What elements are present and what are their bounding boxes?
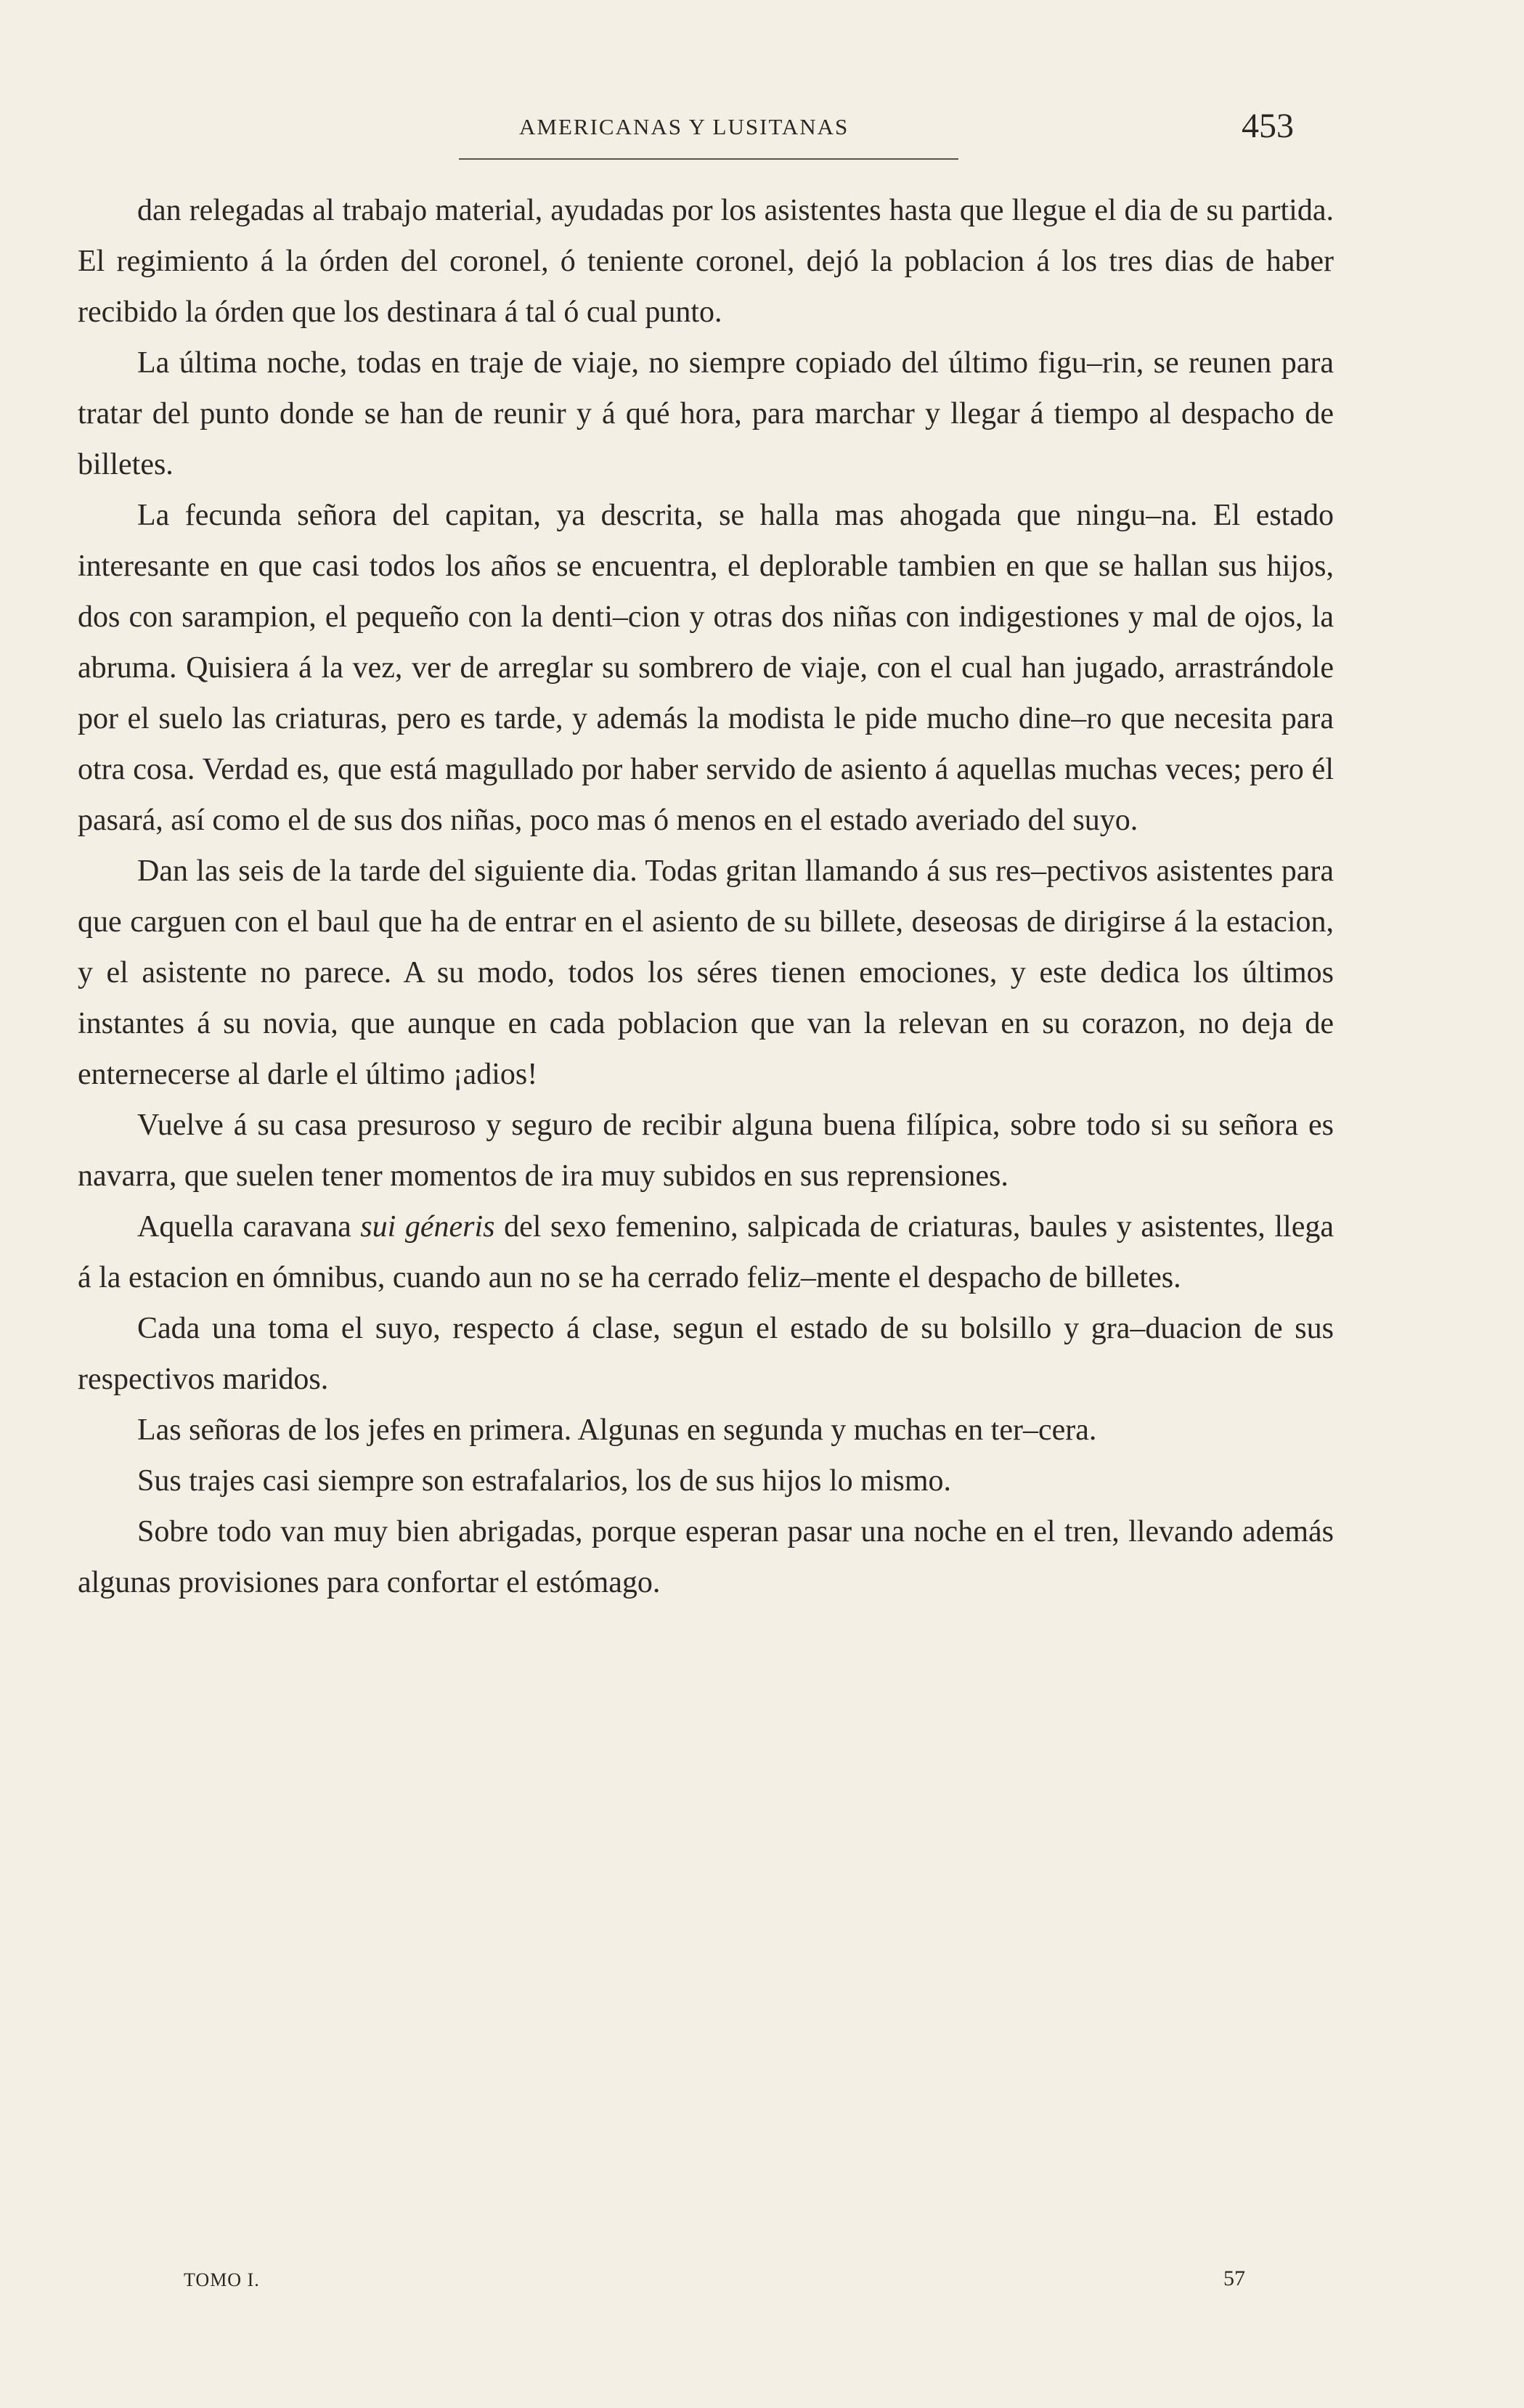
page-footer xyxy=(0,2266,1524,2298)
italic-phrase: sui géneris xyxy=(360,1210,495,1244)
paragraph: Sobre todo van muy bien abrigadas, porque esperan pasar una noche en el tren, llevando además algunas provisiones para confortar el estómago. xyxy=(78,1515,1334,1599)
signature-mark: 57 xyxy=(1223,2266,1245,2290)
volume-label: TOMO I. xyxy=(184,2269,260,2290)
paragraph xyxy=(78,1201,1334,1303)
paragraph: La última noche, todas en traje de viaje, no siempre copiado del último figu–rin, se reunen para tratar del punto donde se han de reunir y á qué hora, para marchar y llegar á tiempo al despacho de billetes. xyxy=(78,346,1334,481)
paragraph: Dan las seis de la tarde del siguiente dia. Todas gritan llamando á sus res–pectivos asistentes para que carguen con el baul que ha de entrar en el asiento de su billete, deseosas de dirigirse á la estacion, y el asistente no parece. A su modo, todos los séres tienen emociones, y este dedica los últimos instantes á su novia, que aunque en cada poblacion que van la relevan en su corazon, no deja de enternecerse al darle el último ¡adios! xyxy=(78,854,1334,1091)
paragraph-text: Aquella caravana xyxy=(137,1210,361,1244)
paragraph-text: del sexo femenino, salpicada de criaturas, baules y asistentes, llega á la estacion en ómnibus, cuando aun no se ha cerrado feliz–mente el despacho de billetes. xyxy=(78,1210,1334,1294)
running-title: AMERICANAS Y LUSITANAS xyxy=(519,114,849,139)
page-number: 453 xyxy=(1242,107,1294,145)
paragraph: Las señoras de los jefes en primera. Algunas en segunda y muchas en ter–cera. xyxy=(137,1413,1097,1447)
paragraph: dan relegadas al trabajo material, ayudadas por los asistentes hasta que llegue el dia de su partida. El regimiento á la órden del coronel, ó teniente coronel, dejó la poblacion á los tres dias de haber recibido la órden que los destinara á tal ó cual punto. xyxy=(78,194,1334,329)
paragraph: Sus trajes casi siempre son estrafalarios, los de sus hijos lo mismo. xyxy=(137,1464,952,1498)
paragraph: Cada una toma el suyo, respecto á clase, segun el estado de su bolsillo y gra–duacion de sus respectivos maridos. xyxy=(78,1312,1334,1396)
body-text xyxy=(78,185,1334,1608)
paragraph: Vuelve á su casa presuroso y seguro de recibir alguna buena filípica, sobre todo si su señora es navarra, que suelen tener momentos de ira muy subidos en sus reprensiones. xyxy=(78,1109,1334,1193)
header-rule xyxy=(459,158,958,160)
running-head xyxy=(0,107,1524,156)
paragraph: La fecunda señora del capitan, ya descrita, se halla mas ahogada que ningu–na. El estado interesante en que casi todos los años se encuentra, el deplorable tambien en que se hallan sus hijos, dos con sarampion, el pequeño con la denti–cion y otras dos niñas con indigestiones y mal de ojos, la abruma. Quisiera á la vez, ver de arreglar su sombrero de viaje, con el cual han jugado, arrastrándole por el suelo las criaturas, pero es tarde, y además la modista le pide mucho dine–ro que necesita para otra cosa. Verdad es, que está magullado por haber servido de asiento á aquellas muchas veces; pero él pasará, así como el de sus dos niñas, poco mas ó menos en el estado averiado del suyo. xyxy=(78,499,1334,837)
